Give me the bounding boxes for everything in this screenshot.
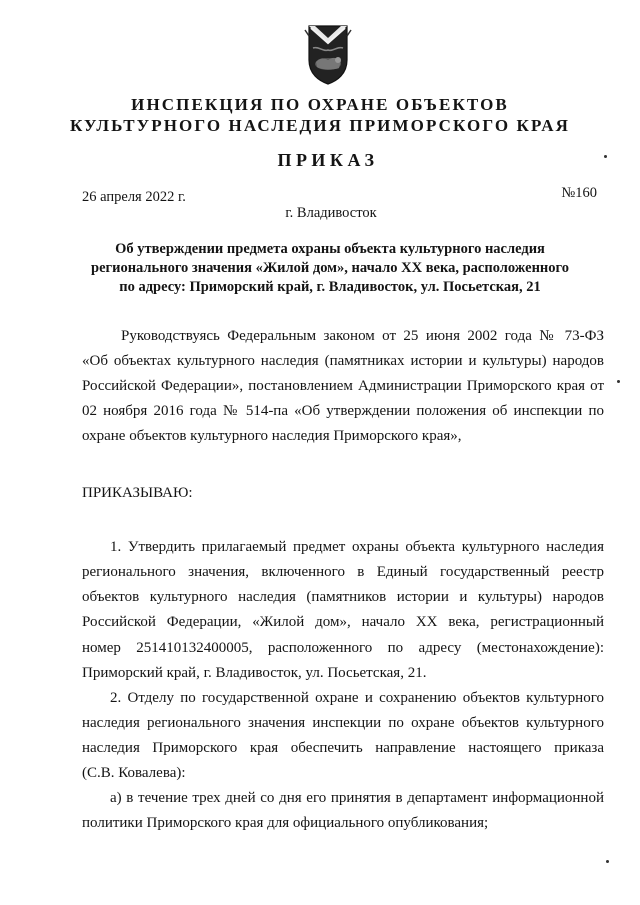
order-title-line: Об утверждении предмета охраны объекта культурного наследия	[115, 241, 545, 257]
issue-city: г. Владивосток	[285, 205, 377, 221]
order-directive-word: ПРИКАЗЫВАЮ:	[82, 485, 193, 501]
item-2a-line: политики Приморского края для официального опубликования;	[82, 815, 489, 831]
item-2-line: (С.В. Ковалева):	[82, 765, 186, 781]
organization-name-line-1: ИНСПЕКЦИЯ ПО ОХРАНЕ ОБЪЕКТОВ	[131, 95, 509, 114]
preamble-line: Руководствуясь Федеральным законом от 25 июня 2002 года № 73-ФЗ	[121, 328, 604, 344]
order-date: 26 апреля 2022 г.	[82, 189, 186, 205]
item-2-line: наследия регионального значения инспекции по охране объектов культурного	[82, 715, 604, 731]
item-1-line: объектов культурного наследия (памятников истории и культуры) народов	[82, 589, 604, 605]
order-title-line: регионального значения «Жилой дом», начало XX века, расположенного	[91, 260, 569, 276]
order-number: №160	[561, 185, 597, 201]
item-1-line: Приморский край, г. Владивосток, ул. Посьетская, 21.	[82, 665, 427, 681]
preamble-line: Российской Федерации», постановлением Администрации Приморского края от	[82, 378, 604, 394]
item-2-line: наследия Приморского края обеспечить направление настоящего приказа	[82, 740, 604, 756]
item-1-line: 1. Утвердить прилагаемый предмет охраны объекта культурного наследия	[110, 539, 604, 555]
scan-speck	[617, 380, 620, 383]
scan-speck	[606, 860, 609, 863]
item-2-line: 2. Отделу по государственной охране и сохранению объектов культурного	[110, 690, 604, 706]
organization-name-line-2: КУЛЬТУРНОГО НАСЛЕДИЯ ПРИМОРСКОГО КРАЯ	[69, 116, 571, 135]
order-title-line: по адресу: Приморский край, г. Владивосток, ул. Посьетская, 21	[119, 279, 541, 295]
coat-of-arms-icon	[301, 24, 355, 86]
scan-speck	[604, 155, 607, 158]
item-2a-line: а) в течение трех дней со дня его принятия в департамент информационной	[110, 790, 604, 806]
document-type-heading: ПРИКАЗ	[277, 150, 379, 170]
preamble-line: охране объектов культурного наследия Приморского края»,	[82, 428, 462, 444]
preamble-line: 02 ноября 2016 года № 514-па «Об утверждении положения об инспекции по	[82, 403, 604, 419]
item-1-line: регионального значения, включенного в Единый государственный реестр	[82, 564, 604, 580]
preamble-line: «Об объектах культурного наследия (памятниках истории и культуры) народов	[82, 353, 604, 369]
item-1-line: Российской Федерации, «Жилой дом», начало XX века, регистрационный	[82, 614, 604, 630]
item-1-line: номер 251410132400005, расположенного по адресу (местонахождение):	[82, 640, 604, 656]
